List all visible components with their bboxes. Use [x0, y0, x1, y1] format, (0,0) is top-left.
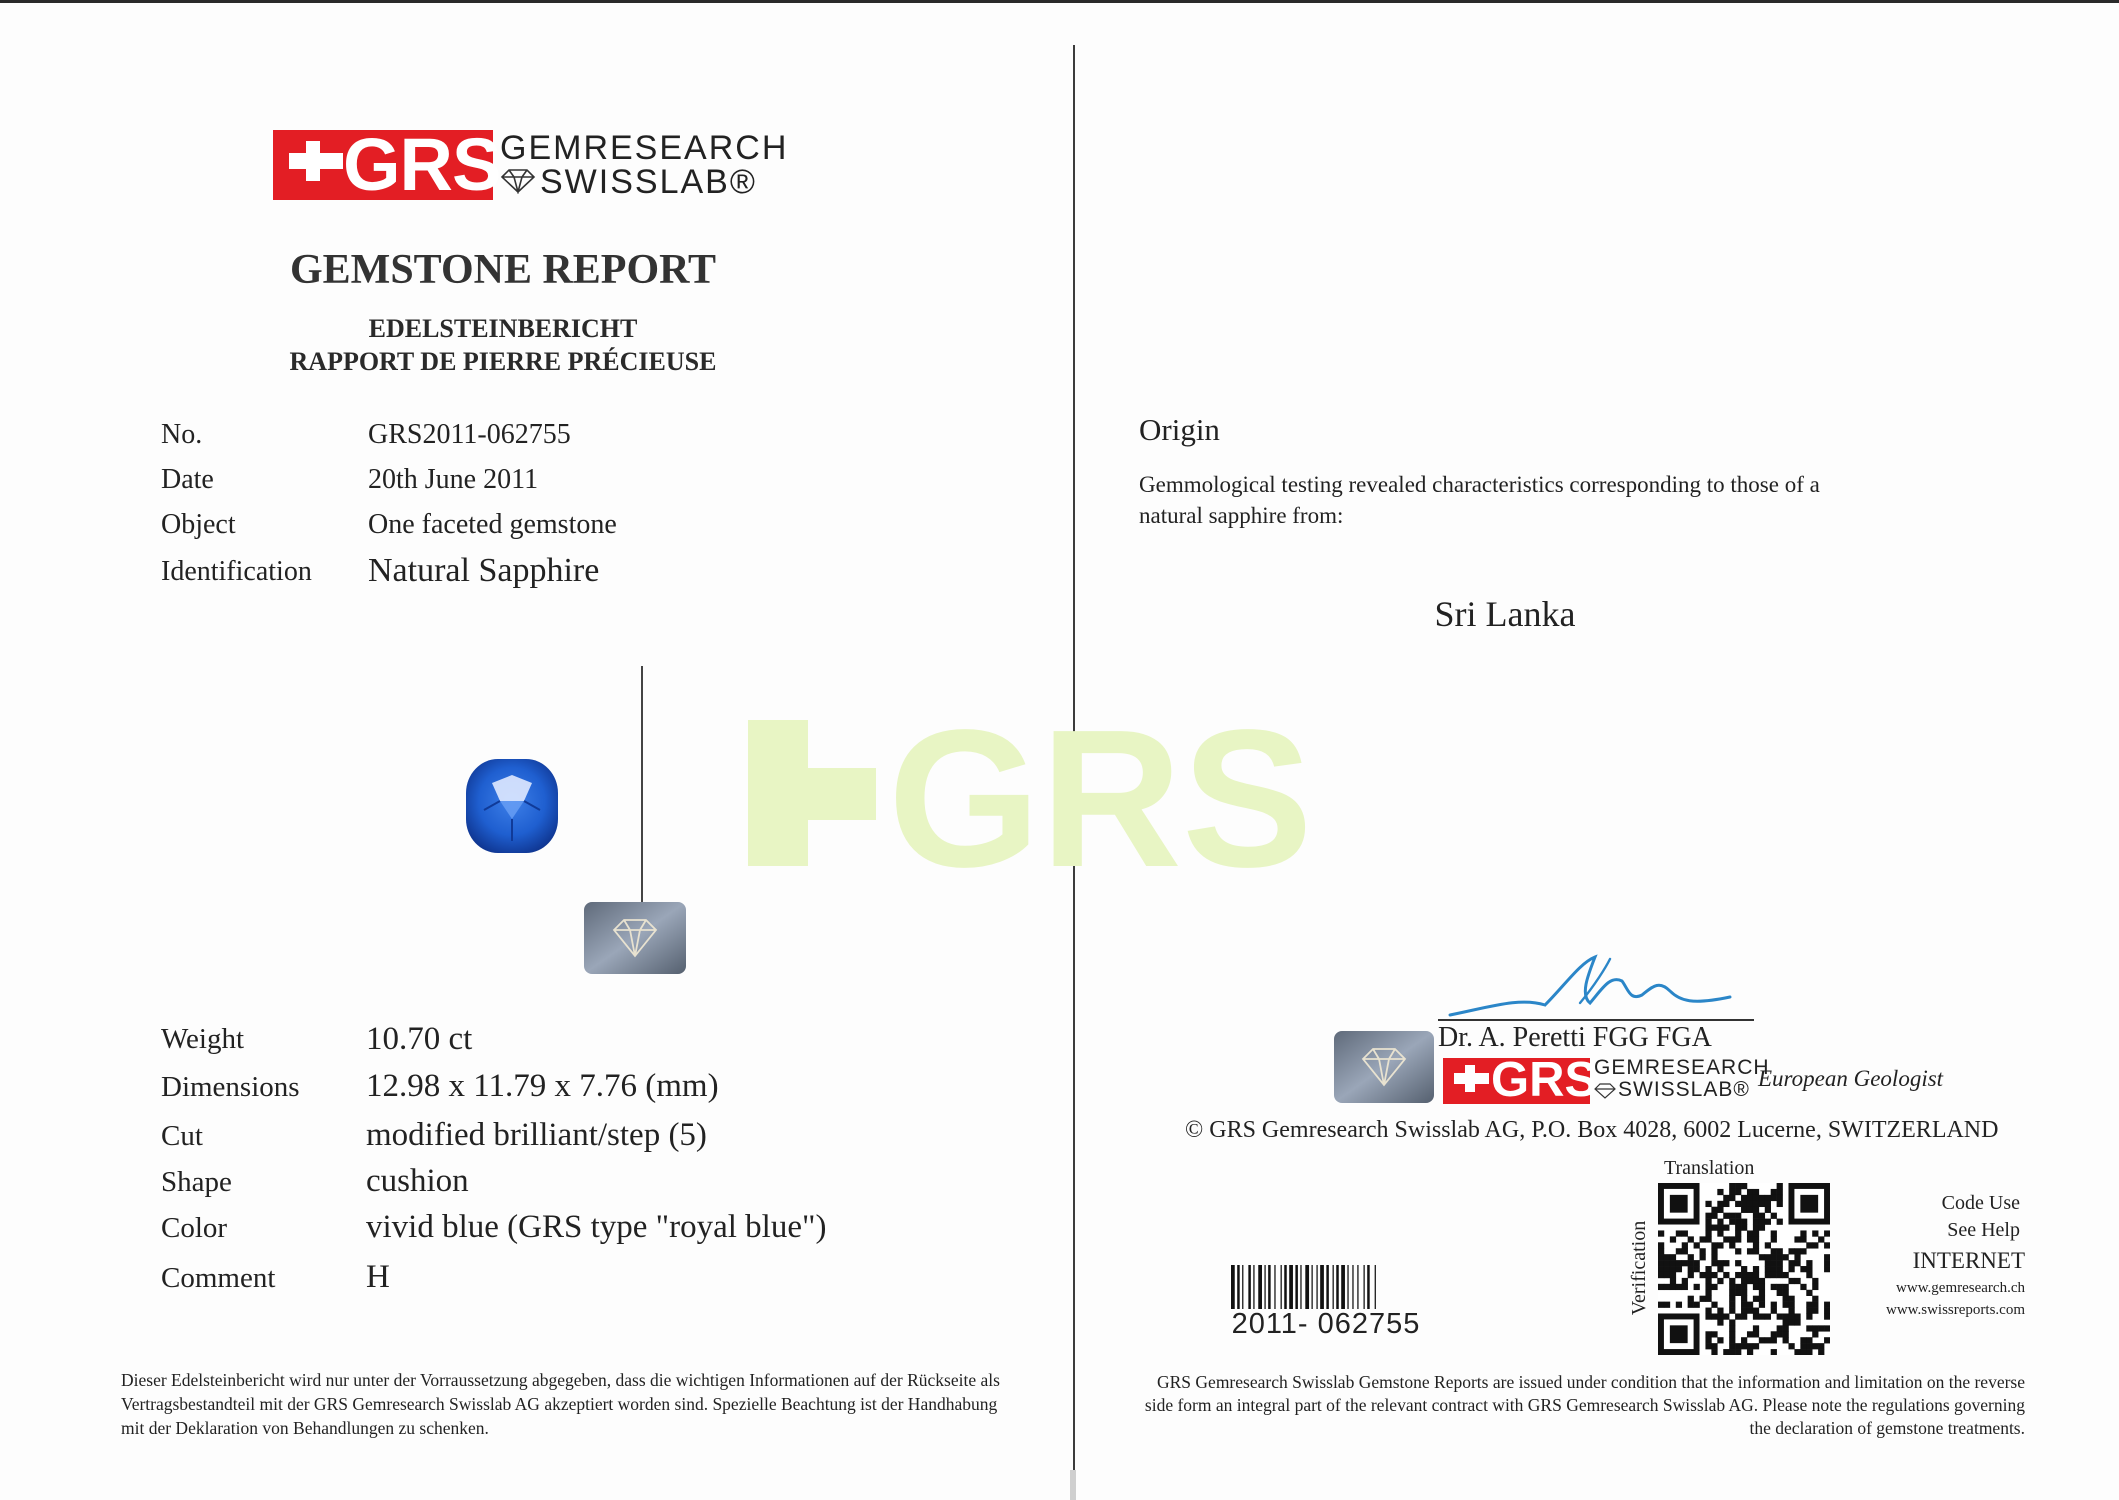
- field-label-object: Object: [161, 509, 236, 540]
- fine-print-en: GRS Gemresearch Swisslab Gemstone Reports are issued under condition that the information and limitation on the reverse side form an integral part of the relevant contract with GRS Gemresearch Swisslab AG. Please note the regulations governing the declaration of gemstone treatments.: [1144, 1372, 2025, 1438]
- logo-mark-small: GRS: [1491, 1053, 1598, 1107]
- signatory-title: European Geologist: [1758, 1066, 1944, 1091]
- gemstone-photo: [462, 755, 562, 857]
- swiss-cross-icon-part: [306, 141, 320, 181]
- field-value-no: GRS2011-062755: [368, 419, 571, 450]
- signature-line: [1438, 1019, 1754, 1021]
- logo-gemresearch-small: GEMRESEARCH: [1594, 1056, 1770, 1079]
- logo-mark: GRS: [343, 123, 501, 206]
- code-use-label: Code Use: [1941, 1192, 2020, 1214]
- field-value-identification: Natural Sapphire: [368, 552, 600, 589]
- internet-label: INTERNET: [1912, 1248, 2025, 1273]
- field-value-comment: H: [366, 1259, 390, 1295]
- qr-code[interactable]: [1658, 1183, 1830, 1355]
- field-value-weight: 10.70 ct: [366, 1021, 473, 1057]
- grs-watermark: [748, 708, 1368, 878]
- report-subtitle-de: EDELSTEINBERICHT: [368, 314, 638, 343]
- photo-divider: [641, 666, 643, 908]
- field-label-comment: Comment: [161, 1262, 276, 1294]
- field-value-dimensions: 12.98 x 11.79 x 7.76 (mm): [366, 1068, 719, 1104]
- origin-heading: Origin: [1139, 412, 1220, 447]
- swiss-cross-icon-small-part: [1465, 1065, 1475, 1092]
- barcode-number: 2011- 062755: [1231, 1308, 1421, 1340]
- field-label-date: Date: [161, 464, 214, 495]
- copyright-line: © GRS Gemresearch Swisslab AG, P.O. Box 4028, 6002 Lucerne, SWITZERLAND: [1185, 1117, 1999, 1143]
- field-label-dimensions: Dimensions: [161, 1071, 300, 1103]
- field-value-object: One faceted gemstone: [368, 509, 617, 540]
- field-label-shape: Shape: [161, 1166, 232, 1198]
- logo-gemresearch: GEMRESEARCH: [500, 129, 789, 167]
- signatory-name: Dr. A. Peretti FGG FGA: [1438, 1022, 1712, 1053]
- watermark-text: GRS: [888, 708, 1313, 878]
- qr-label-verification-wrap: [1625, 1183, 1655, 1353]
- diamond-icon-small: [1594, 1083, 1616, 1099]
- url-gemresearch[interactable]: www.gemresearch.ch: [1896, 1280, 2025, 1296]
- origin-value: Sri Lanka: [1434, 594, 1576, 634]
- field-value-cut: modified brilliant/step (5): [366, 1117, 707, 1153]
- report-subtitle-fr: RAPPORT DE PIERRE PRÉCIEUSE: [289, 347, 717, 376]
- qr-label-translation: Translation: [1664, 1157, 1755, 1179]
- hologram-seal-signature: [1334, 1031, 1434, 1103]
- field-value-shape: cushion: [366, 1163, 469, 1199]
- field-value-color: vivid blue (GRS type "royal blue"): [366, 1209, 827, 1245]
- qr-label-verification: Verification: [1628, 1220, 1650, 1316]
- signature: [1430, 945, 1740, 1027]
- origin-text: Gemmological testing revealed characteristics corresponding to those of a natural sapphire from:: [1139, 472, 1820, 528]
- field-label-cut: Cut: [161, 1120, 203, 1152]
- field-label-no: No.: [161, 419, 203, 450]
- field-label-color: Color: [161, 1212, 228, 1244]
- field-label-weight: Weight: [161, 1023, 245, 1055]
- hologram-seal: [584, 902, 686, 974]
- barcode: [1231, 1265, 1421, 1309]
- fold-shadow: [1070, 1470, 1076, 1500]
- fine-print-de: Dieser Edelsteinbericht wird nur unter der Vorraussetzung abgegeben, dass die wichtigen Informationen auf der Rückseite als Vertragsbestandteil mit der GRS Gemresearch Swisslab AG akzeptiert worden sind. Spezielle Beachtung ist der Handhabung mit der Deklaration von Behandlungen zu schenken.: [121, 1370, 1000, 1438]
- field-value-date: 20th June 2011: [368, 464, 539, 495]
- top-edge: [0, 0, 2119, 3]
- url-swissreports[interactable]: www.swissreports.com: [1885, 1302, 2025, 1318]
- field-label-identification: Identification: [161, 556, 312, 587]
- see-help-label: See Help: [1947, 1219, 2020, 1241]
- logo-swisslab-small: SWISSLAB®: [1618, 1078, 1750, 1101]
- logo-swisslab: SWISSLAB®: [540, 163, 757, 201]
- diamond-icon: [500, 168, 536, 194]
- report-title: GEMSTONE REPORT: [290, 247, 716, 293]
